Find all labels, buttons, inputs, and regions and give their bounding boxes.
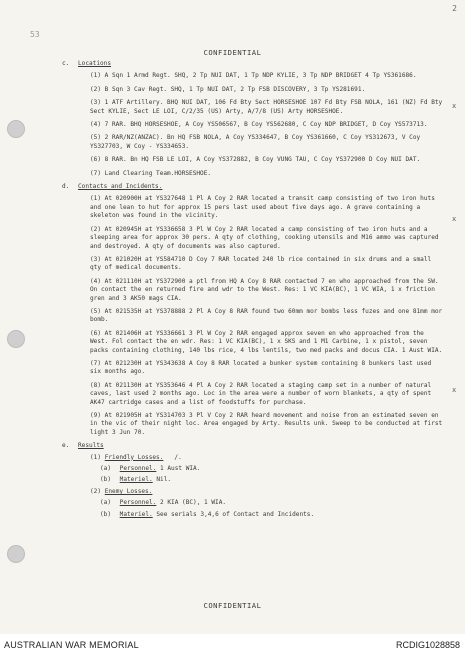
result-key: (a) <box>100 465 112 473</box>
location-item: (6) 8 RAR. Bn HQ FSB LE LOI, A Coy YS372882, B Coy VUNG TAU, C Coy YS372900 D Coy NUI DAT. <box>90 156 421 164</box>
contact-item: (5) At 021535H at YS378888 2 Pl A Coy 8 RAR found two 60mm mor bombs less fuzes and one 81mm mor bomb. <box>90 307 443 324</box>
friendly-losses-heading <box>90 454 443 462</box>
punch-hole-bottom <box>7 545 25 563</box>
result-key: (a) <box>100 499 112 507</box>
corner-page-mark: 2 <box>452 4 457 13</box>
document-body <box>62 58 443 522</box>
location-item: (1) A Sqn 1 Armd Regt. SHQ, 2 Tp NUI DAT, 1 Tp NDP KYLIE, 3 Tp NDP BRIDGET 4 Tp YS361686. <box>90 72 417 80</box>
archive-footer <box>0 634 465 654</box>
classification-header: CONFIDENTIAL <box>203 48 262 57</box>
result-label: Materiel. <box>119 476 153 484</box>
contact-item: (4) At 021110H at YS372900 a ptl from HQ A Coy 8 RAR contacted 7 en who approached from the SW. On contact the en returned fire and wdr to the West. Res: 1 VC KIA(BC), 1 VC WIA, 1 x friction gren and 3 AK50 mags CIA. <box>90 277 439 302</box>
section-locations <box>62 60 443 68</box>
result-key: (b) <box>100 510 112 518</box>
margin-tick-2: x <box>452 215 457 223</box>
handwritten-mark: /. <box>174 453 182 461</box>
friendly-materiel <box>100 476 443 484</box>
friendly-personnel <box>100 465 443 473</box>
margin-tick-3: x <box>452 386 457 394</box>
result-value: 1 Aust WIA. <box>160 465 201 473</box>
contact-item: (1) At 020900H at YS327648 1 Pl A Coy 2 RAR located a transit camp consisting of two iron huts and one lean to hut for approx 15 pers last used about five days ago. A grave containing a skeleton was found in the vicinity. <box>90 195 435 220</box>
contact-item: (2) At 020945H at YS336658 3 Pl W Coy 2 RAR located a camp consisting of two iron huts and a sleeping area for approx 30 pers. A qty of clothing, cooking utensils and M16 ammo was captured and destroyed. A qty of documents was also captured. <box>90 225 439 250</box>
location-item: (5) 2 RAR/NZ(ANZAC). Bn HQ FSB NOLA, A Coy YS334647, B Coy YS361660, C Coy YS312673, V Coy YS327703, W Coy - YS334653. <box>90 134 421 150</box>
result-label: Personnel. <box>119 465 157 473</box>
section-title: Results <box>78 442 104 450</box>
enemy-losses-heading <box>90 488 443 496</box>
punch-hole-top <box>7 120 25 138</box>
enemy-materiel <box>100 511 443 519</box>
archive-name: AUSTRALIAN WAR MEMORIAL <box>4 640 139 650</box>
margin-handwritten-mark: 53 <box>30 30 40 39</box>
section-contacts <box>62 183 443 191</box>
result-label: Personnel. <box>119 499 157 507</box>
location-item: (3) 1 ATF Artillery. BHQ NUI DAT, 106 Fd Bty Sect HORSESHOE 107 Fd Bty FSB NOLA, 161 (NZ) Fd Bty Sect KYLIE, Sect LE LOI, C/2/35 (US) Arty, A/7/8 (US) Arty HORSESHOE. <box>90 99 443 115</box>
section-letter: e. <box>62 442 70 450</box>
result-value: 2 KIA (BC), 1 WIA. <box>160 499 227 507</box>
margin-tick-1: x <box>452 102 457 110</box>
result-title: Friendly Losses. <box>104 453 164 461</box>
section-results <box>62 442 443 450</box>
section-letter: c. <box>62 60 70 67</box>
section-letter: d. <box>62 183 70 191</box>
section-title: Contacts and Incidents. <box>78 183 163 191</box>
contact-item: (7) At 021230H at YS343638 A Coy 8 RAR located a bunker system containing 8 bunkers last used six months ago. <box>90 359 432 376</box>
result-number: (2) <box>90 487 102 495</box>
result-value: See serials 3,4,6 of Contact and Incidents. <box>156 510 315 518</box>
contact-item: (9) At 021905H at YS314703 3 Pl V Coy 2 RAR heard movement and noise from an estimated seven en in the vic of their night loc. Area engaged by Arty. Results unk. Sweep to be conducted at first light 3 Jun 70. <box>90 412 443 436</box>
result-key: (b) <box>100 476 112 484</box>
result-value: Nil. <box>156 476 172 484</box>
contact-item: (6) At 021406H at YS336661 3 Pl W Coy 2 RAR engaged approx seven en who approached from the West. Fol contact the en wdr. Res: 1 VC KIA(BC), 1 x SKS and 1 M1 Carbine, 1 x pistol, seven packs containing clothing, 140 lbs rice, 4 lbs lentils, two med packs and docus CIA. 1 Aust WIA. <box>90 329 443 354</box>
classification-footer: CONFIDENTIAL <box>203 601 262 610</box>
contact-item: (8) At 021130H at YS353646 4 Pl A Coy 2 RAR located a staging camp set in a number of natural caves, last used 2 months ago. Loc in the area were a number of worn blankets, a qty of spent AK47 cartridge cases and a list of foodstuffs for purchase. <box>90 381 432 406</box>
punch-hole-middle <box>7 330 25 348</box>
location-item: (4) 7 RAR. BHQ HORSESHOE, A Coy YS506567, B Coy YS562680, C Coy NDP BRIDGET, D Coy YS573713. <box>90 121 428 129</box>
location-item: (7) Land Clearing Team.HORSESHOE. <box>90 169 212 177</box>
section-title: Locations <box>78 60 112 67</box>
location-item: (2) B Sqn 3 Cav Regt. SHQ, 1 Tp NUI DAT, 2 Tp FSB DISCOVERY, 3 Tp YS281691. <box>90 85 366 93</box>
archive-reference: RCDIG1028858 <box>395 640 460 650</box>
result-title: Enemy Losses. <box>104 487 153 495</box>
enemy-personnel <box>100 499 443 507</box>
result-number: (1) <box>90 453 102 461</box>
contact-item: (3) At 021020H at YS584710 D Coy 7 RAR located 240 lb rice contained in six drums and a small qty of medical documents. <box>90 255 432 272</box>
result-label: Materiel. <box>119 510 153 518</box>
